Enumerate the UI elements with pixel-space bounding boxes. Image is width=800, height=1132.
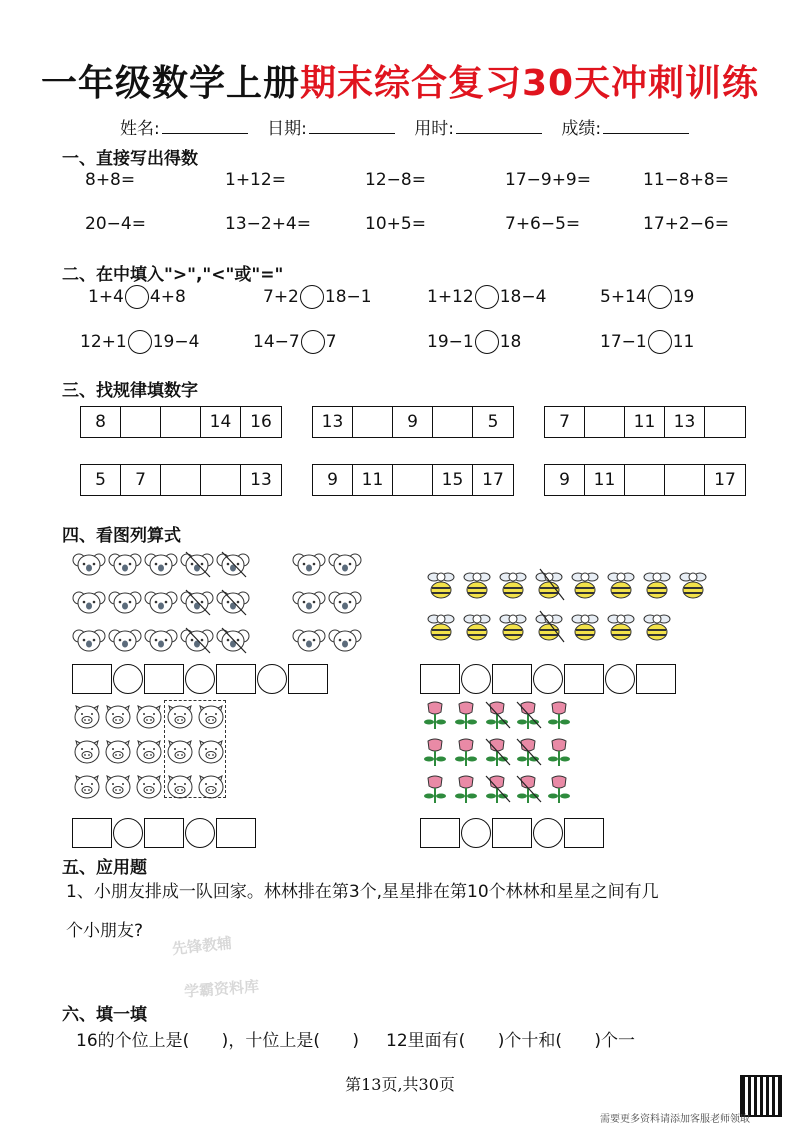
koala-icon <box>292 626 328 658</box>
flower-icon <box>420 774 451 808</box>
compare-circle[interactable] <box>475 285 499 309</box>
compare-circle[interactable] <box>475 330 499 354</box>
compare-item: 14−7 7 <box>253 332 337 352</box>
seq-cell[interactable] <box>353 407 393 437</box>
operator-circle[interactable] <box>185 818 215 848</box>
answer-row-koala <box>72 662 328 696</box>
calc-item: 1+12= <box>225 170 286 190</box>
bee-icon <box>640 610 676 648</box>
compare-item: 17−1 11 <box>600 332 695 352</box>
page-title <box>0 55 800 106</box>
koala-icon <box>72 626 108 658</box>
flower-icon <box>451 737 482 771</box>
bee-icon <box>604 610 640 648</box>
name-field[interactable] <box>162 119 248 134</box>
pig-icon <box>103 702 134 734</box>
watermark-text: 学霸资料库 <box>183 977 260 1001</box>
bee-group-left <box>424 568 604 648</box>
operator-circle[interactable] <box>257 664 287 694</box>
pig-icon <box>103 772 134 804</box>
answer-box[interactable] <box>492 664 532 694</box>
operator-circle[interactable] <box>113 818 143 848</box>
seq-cell: 9 <box>393 407 433 437</box>
koala-icon <box>216 626 252 658</box>
pig-icon <box>72 702 103 734</box>
compare-circle[interactable] <box>648 285 672 309</box>
seq-cell: 13 <box>665 407 705 437</box>
koala-icon <box>328 588 364 620</box>
seq-cell[interactable] <box>161 465 201 495</box>
pig-icon <box>134 702 165 734</box>
flower-icon <box>420 737 451 771</box>
answer-box[interactable] <box>216 664 256 694</box>
bee-icon <box>604 568 640 606</box>
flower-group <box>420 700 575 808</box>
flower-icon <box>513 737 544 771</box>
section-4-title: 四、看图列算式 <box>62 526 181 546</box>
koala-icon <box>180 588 216 620</box>
section-3-title: 三、找规律填数字 <box>62 381 198 401</box>
koala-icon <box>180 550 216 582</box>
seq-cell[interactable] <box>705 407 745 437</box>
koala-icon <box>144 588 180 620</box>
fill-blank-line: 16的个位上是( )，十位上是( ) 12里面有( )个十和( )个一 <box>76 1031 636 1051</box>
answer-box[interactable] <box>144 818 184 848</box>
seq-cell[interactable] <box>585 407 625 437</box>
seq-cell[interactable] <box>201 465 241 495</box>
seq-cell[interactable] <box>433 407 473 437</box>
pig-icon <box>103 737 134 769</box>
seq-cell: 8 <box>81 407 121 437</box>
bee-icon <box>424 568 460 606</box>
sequence-row <box>80 406 282 438</box>
koala-icon <box>108 626 144 658</box>
flower-icon <box>451 774 482 808</box>
sequence-row <box>544 464 746 496</box>
flower-icon <box>544 700 575 734</box>
calc-item: 17−9+9= <box>505 170 591 190</box>
calc-item: 12−8= <box>365 170 426 190</box>
section-6-title: 六、填一填 <box>62 1005 147 1025</box>
koala-icon <box>108 588 144 620</box>
answer-box[interactable] <box>216 818 256 848</box>
operator-circle[interactable] <box>605 664 635 694</box>
seq-cell: 9 <box>545 465 585 495</box>
koala-icon <box>144 550 180 582</box>
flower-icon <box>544 737 575 771</box>
answer-box[interactable] <box>144 664 184 694</box>
seq-cell: 7 <box>545 407 585 437</box>
flower-icon <box>451 700 482 734</box>
seq-cell: 7 <box>121 465 161 495</box>
info-row <box>120 114 703 139</box>
section-2-title: 二、在中填入">","<"或"=" <box>62 265 284 285</box>
bee-icon <box>460 610 496 648</box>
seq-cell: 17 <box>482 470 504 490</box>
compare-circle[interactable] <box>648 330 672 354</box>
seq-cell: 13 <box>250 470 272 490</box>
answer-row-bee <box>420 662 676 696</box>
title-red: 期末综合复习30天冲刺训练 <box>299 63 760 104</box>
seq-cell: 17 <box>714 470 736 490</box>
seq-cell: 16 <box>250 412 272 432</box>
operator-circle[interactable] <box>185 664 215 694</box>
date-label: 日期: <box>267 119 307 139</box>
answer-box[interactable] <box>420 664 460 694</box>
flower-icon <box>482 774 513 808</box>
seq-cell[interactable] <box>625 465 665 495</box>
word-problem-line-2: 个小朋友? <box>66 921 144 941</box>
sequence-row <box>312 464 514 496</box>
name-label: 姓名: <box>120 119 160 139</box>
answer-box[interactable] <box>420 818 460 848</box>
seq-cell: 13 <box>313 407 353 437</box>
answer-box[interactable] <box>288 664 328 694</box>
compare-item: 19−1 18 <box>427 332 522 352</box>
compare-item: 12+1 19−4 <box>80 332 200 352</box>
pig-icon <box>134 772 165 804</box>
pig-icon <box>72 737 103 769</box>
answer-box[interactable] <box>564 664 604 694</box>
seq-cell[interactable] <box>665 465 705 495</box>
calc-item: 13−2+4= <box>225 214 311 234</box>
bee-icon <box>640 568 676 606</box>
koala-icon <box>144 626 180 658</box>
answer-row-flower <box>420 816 604 850</box>
koala-icon <box>328 550 364 582</box>
calc-item: 11−8+8= <box>643 170 729 190</box>
bee-icon <box>424 610 460 648</box>
seq-cell[interactable] <box>121 407 161 437</box>
sequence-row <box>80 464 282 496</box>
koala-group-right <box>292 550 364 658</box>
sequence-row <box>544 406 746 438</box>
koala-icon <box>72 588 108 620</box>
compare-circle[interactable] <box>301 330 325 354</box>
title-black: 一年级数学上册 <box>40 63 300 104</box>
compare-item: 7+2 18−1 <box>263 287 372 307</box>
section-1-title: 一、直接写出得数 <box>62 149 198 169</box>
compare-circle[interactable] <box>300 285 324 309</box>
koala-icon <box>292 588 328 620</box>
bee-icon <box>460 568 496 606</box>
score-field[interactable] <box>603 119 689 134</box>
koala-icon <box>216 588 252 620</box>
koala-icon <box>72 550 108 582</box>
bee-icon <box>532 568 568 606</box>
answer-row-pig <box>72 816 256 850</box>
koala-group-left <box>72 550 252 658</box>
answer-box[interactable] <box>636 664 676 694</box>
bee-group-right <box>604 568 712 648</box>
operator-circle[interactable] <box>113 664 143 694</box>
bee-icon <box>496 610 532 648</box>
flower-icon <box>482 700 513 734</box>
bee-icon <box>568 568 604 606</box>
calc-item: 7+6−5= <box>505 214 581 234</box>
qr-note: 需要更多资料请添加客服老师领取 <box>600 1114 750 1125</box>
compare-item: 1+4 4+8 <box>88 287 186 307</box>
flower-icon <box>513 774 544 808</box>
operator-circle[interactable] <box>461 664 491 694</box>
seq-cell: 15 <box>433 465 473 495</box>
seq-cell: 11 <box>625 407 665 437</box>
pig-icon <box>134 737 165 769</box>
answer-box[interactable] <box>72 818 112 848</box>
bee-icon <box>532 610 568 648</box>
calc-item: 20−4= <box>85 214 146 234</box>
pig-dashed-frame <box>164 700 226 798</box>
compare-circle[interactable] <box>128 330 152 354</box>
flower-icon <box>482 737 513 771</box>
seq-cell: 14 <box>201 407 241 437</box>
compare-circle[interactable] <box>125 285 149 309</box>
bee-icon <box>496 568 532 606</box>
flower-icon <box>513 700 544 734</box>
watermark-text: 先锋教辅 <box>171 933 233 959</box>
flower-icon <box>420 700 451 734</box>
flower-icon <box>544 774 575 808</box>
operator-circle[interactable] <box>533 818 563 848</box>
bee-icon <box>568 610 604 648</box>
compare-item: 1+12 18−4 <box>427 287 547 307</box>
answer-box[interactable] <box>72 664 112 694</box>
compare-item: 5+14 19 <box>600 287 695 307</box>
time-field[interactable] <box>456 119 542 134</box>
time-label: 用时: <box>414 119 455 139</box>
seq-cell[interactable] <box>161 407 201 437</box>
page-number: 第13页,共30页 <box>345 1075 455 1094</box>
seq-cell: 11 <box>353 465 393 495</box>
koala-icon <box>328 626 364 658</box>
date-field[interactable] <box>309 119 395 134</box>
score-label: 成绩: <box>561 119 602 139</box>
answer-box[interactable] <box>492 818 532 848</box>
pig-icon <box>72 772 103 804</box>
section-5-title: 五、应用题 <box>62 858 147 878</box>
word-problem-line-1: 1、小朋友排成一队回家。林林排在第3个,星星排在第10个林林和星星之间有几 <box>66 882 659 902</box>
seq-cell: 9 <box>313 465 353 495</box>
seq-cell: 5 <box>487 412 499 432</box>
sequence-row <box>312 406 514 438</box>
koala-icon <box>216 550 252 582</box>
answer-box[interactable] <box>564 818 604 848</box>
koala-icon <box>292 550 328 582</box>
seq-cell: 5 <box>81 465 121 495</box>
bee-icon <box>676 568 712 606</box>
koala-icon <box>180 626 216 658</box>
calc-item: 17+2−6= <box>643 214 729 234</box>
operator-circle[interactable] <box>533 664 563 694</box>
operator-circle[interactable] <box>461 818 491 848</box>
seq-cell[interactable] <box>393 465 433 495</box>
calc-item: 10+5= <box>365 214 426 234</box>
seq-cell: 11 <box>585 465 625 495</box>
koala-icon <box>108 550 144 582</box>
calc-item: 8+8= <box>85 170 136 190</box>
